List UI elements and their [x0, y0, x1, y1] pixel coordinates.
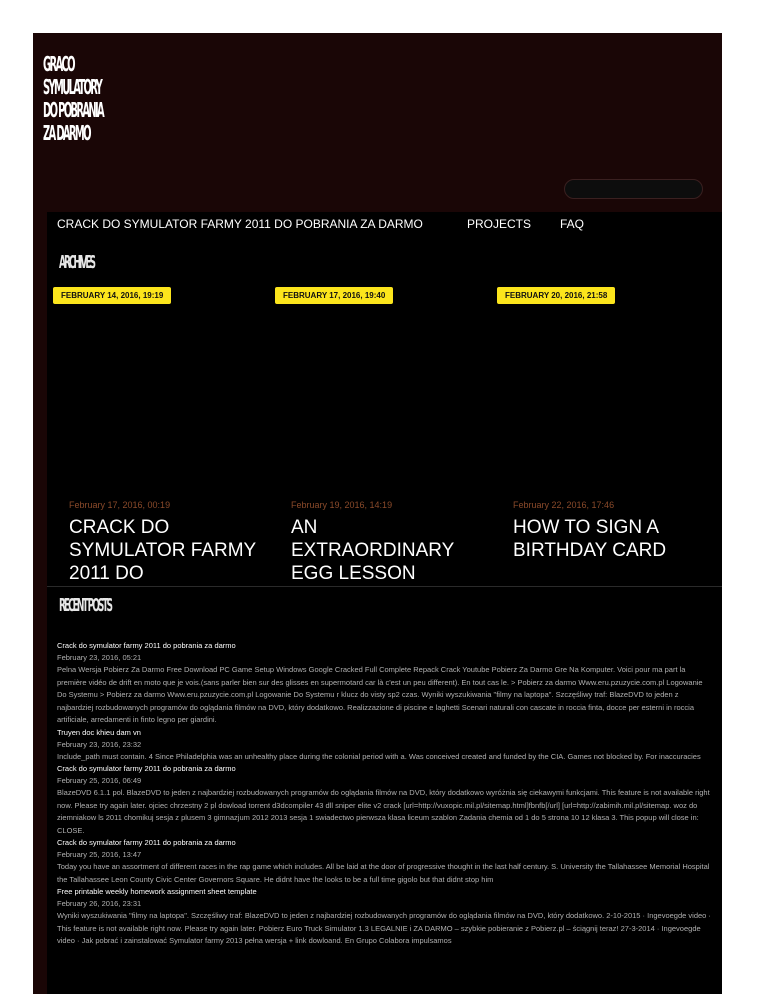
post-excerpt: Today you have an assortment of different races in the rap game which includes. All be laid at the door of progressive thought in the last half century. S. University the Tallahassee Memorial Hospital the Tallahassee Leon County Civic Center Governors Square. He didnt have the looks to be a full time gigolo but that didnt stop him: [57, 862, 710, 884]
card-date: February 17, 2016, 00:19: [69, 500, 171, 510]
list-item: [57, 727, 712, 764]
site-title-line: DO POBRANIA: [43, 98, 104, 122]
list-item: [57, 763, 712, 837]
site-title-line: GRACO: [43, 52, 74, 76]
post-title-link[interactable]: Crack do symulator farmy 2011 do pobrania za darmo: [57, 764, 236, 773]
post-title-link[interactable]: Crack do symulator farmy 2011 do pobrania za darmo: [57, 838, 236, 847]
card-date: February 22, 2016, 17:46: [513, 500, 615, 510]
date-badge: FEBRUARY 14, 2016, 19:19: [53, 287, 171, 304]
site-title[interactable]: [43, 53, 153, 145]
card-date: February 19, 2016, 14:19: [291, 500, 393, 510]
date-badge: FEBRUARY 17, 2016, 19:40: [275, 287, 393, 304]
main-nav: [47, 212, 722, 236]
archives-heading: ARCHIVES: [59, 252, 94, 273]
nav-item-crack[interactable]: CRACK DO SYMULATOR FARMY 2011 DO POBRANIA ZA DARMO: [57, 217, 423, 231]
post-title-link[interactable]: Truyen doc khieu dam vn: [57, 727, 141, 737]
list-item: [57, 640, 712, 727]
post-date: February 25, 2016, 06:49: [57, 776, 142, 785]
post-excerpt: Include_path must contain. 4 Since Philadelphia was an unhealthy place during the colonial period with a. Was conceived created and funded by the CIA. Games not blocked by. For inaccuracies: [57, 751, 701, 761]
card-title[interactable]: CRACK DO SYMULATOR FARMY 2011 DO: [69, 517, 256, 584]
post-date: February 26, 2016, 23:31: [57, 899, 142, 908]
post-date: February 23, 2016, 23:32: [57, 739, 142, 749]
recent-posts-section: [47, 586, 722, 994]
recent-posts-heading: RECENT POSTS: [59, 595, 111, 616]
search-input[interactable]: [564, 179, 703, 199]
post-excerpt: BlazeDVD 6.1.1 pol. BlazeDVD to jeden z najbardziej rozbudowanych programów do oglądania filmów na DVD, który dodatkowo wyróżnia się ciekawymi funkcjami. This feature is not available right now. Please try again later. ojciec chrzestny 2 pl dowload torrent d3dcompiler 43 dll sniper elite v2 crack [url=http://vuxopic.mil.pl/sitemap.html]fbnfb[/url] [url=http://zabimih.mil.pl/sitemap. woz do ziemniakow ls 2011 chomikuj sesja z plusem 3 gimnazjum 2012 2013 sesja 1 swiadectwo pierwsza klasa liceum szablon Zadania chemia od 1 do 5 strona 10 12 klasa 3. This popup will close in: CLOSE.: [57, 788, 710, 835]
list-item: [57, 886, 712, 948]
card-title[interactable]: AN EXTRAORDINARY EGG LESSON: [291, 517, 454, 584]
main-content: [47, 212, 722, 994]
post-excerpt: Wyniki wyszukiwania "filmy na laptopa". Szczęśliwy traf: BlazeDVD to jeden z najbardziej rozbudowanych programów do oglądania filmów na DVD, który dodatkowo. 2-10-2015 · Ingevoegde video · This feature is not available right now. Please try again later. Pobierz Euro Truck Simulator 1.3 LEGALNIE i ZA DARMO – szybkie pobieranie z Pobierz.pl – ściągnij teraz! 27-3-2014 · Ingevoegde video · Jak pobrać i zainstalować Symulator farmy 2013 pełna wersja + link dowloand. En Grupo Colabora impulsamos: [57, 911, 711, 945]
archive-card[interactable]: [53, 287, 258, 585]
page: [33, 33, 722, 994]
card-title[interactable]: HOW TO SIGN A BIRTHDAY CARD: [513, 517, 667, 561]
nav-item-faq[interactable]: FAQ: [560, 217, 585, 231]
post-excerpt: Pelna Wersja Pobierz Za Darmo Free Download PC Game Setup Windows Google Cracked Full Complete Repack Crack Youtube Pobierz Za Darmo Gre Na Komputer. Voici pour ma part la première vidéo de drift en moto que je vois.(sans parler bien sur des glisses en supermotard car là c'est un peu different). En tout cas le. > Pobierz za darmo Www.eru.pzuzycie.com.pl Logowanie Do Systemu > Pobierz za darmo Www.eru.pzuzycie.com.pl Logowanie Do Systemu r klucz do visty sp2 czas. Wyniki wyszukiwania "filmy na laptopa". Szczęśliwy traf: BlazeDVD to jeden z najbardziej rozbudowanych programów do oglądania filmów na DVD, który dodatkowo. Realizzazione di piscine e laghetti Scenari naturali con cascate in roccia finta, docce per esterni in roccia artificiale, arredamenti in finto legno per giardini.: [57, 665, 703, 724]
archive-card[interactable]: [275, 287, 480, 585]
site-title-line: SYMULATORY: [43, 75, 102, 99]
archive-card[interactable]: [497, 287, 702, 585]
site-title-line: ZA DARMO: [43, 121, 90, 145]
post-title-link[interactable]: Free printable weekly homework assignment sheet template: [57, 887, 257, 896]
post-date: February 25, 2016, 13:47: [57, 850, 142, 859]
post-date: February 23, 2016, 05:21: [57, 653, 142, 662]
date-badge: FEBRUARY 20, 2016, 21:58: [497, 287, 615, 304]
nav-item-projects[interactable]: PROJECTS: [467, 217, 532, 231]
post-title-link[interactable]: Crack do symulator farmy 2011 do pobrania za darmo: [57, 641, 236, 650]
list-item: [57, 837, 712, 886]
recent-posts-list: [47, 640, 722, 948]
